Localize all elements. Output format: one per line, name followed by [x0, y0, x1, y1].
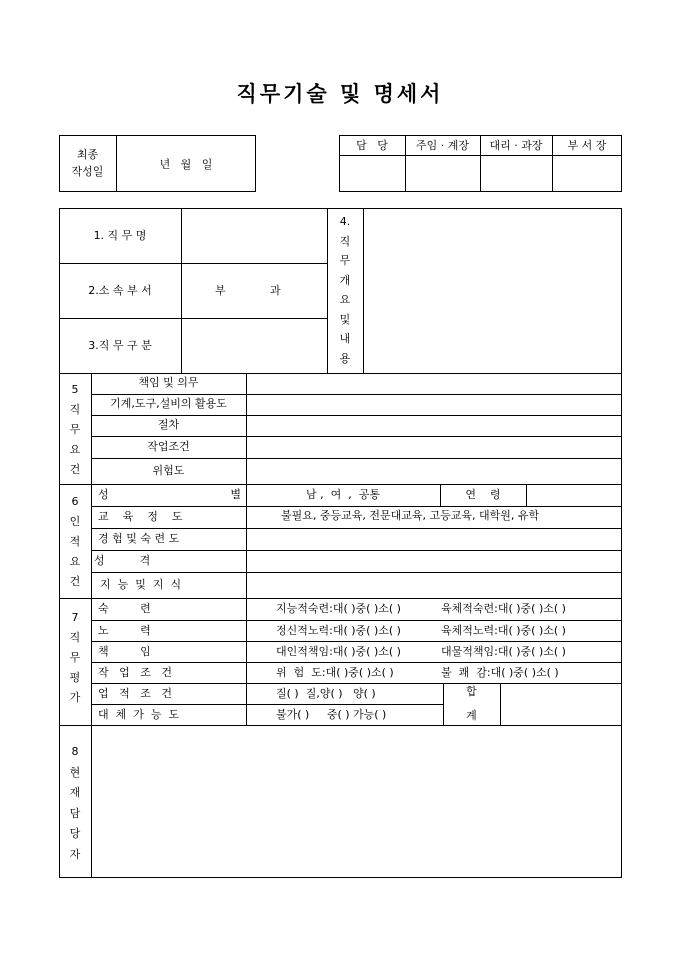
personality-field[interactable] [247, 551, 621, 572]
eval-skill-left[interactable]: 지능적숙련:대( )중( )소( ) [276, 602, 401, 615]
current-label: 8 현 재 담 당 자 [69, 745, 81, 861]
knowledge-label: 지 능 및 지 식 [100, 578, 182, 591]
eval-conditions-left[interactable]: 위 험 도:대( )중( )소( ) [276, 666, 394, 679]
eval-responsibility-left[interactable]: 대인적책임:대( )중( )소( ) [276, 645, 401, 658]
eval-replace-value[interactable]: 불가( ) 중( ) 가능( ) [276, 708, 387, 721]
overview-field[interactable] [364, 209, 621, 372]
category-label: 3.직 무 구 분 [88, 339, 152, 352]
overview-label: 4. 직 무 개 요 및 내 용 [339, 215, 351, 365]
eval-skill-right[interactable]: 육체적숙련:대( )중( )소( ) [441, 602, 566, 615]
eval-effort-left[interactable]: 정신적노력:대( )중( )소( ) [276, 624, 401, 637]
age-field[interactable] [527, 485, 621, 506]
evaluation-label: 7 직 무 평 가 [69, 611, 81, 704]
eval-conditions-label: 작 업 조 건 [98, 666, 172, 679]
personality-label: 성 격 [94, 554, 151, 567]
current-field[interactable] [92, 726, 621, 877]
job-name-label: 1. 직 무 명 [93, 229, 147, 242]
experience-label: 경 험 및 숙 련 도 [98, 532, 180, 545]
eval-achievement-label: 업 적 조 건 [98, 687, 172, 700]
approval-header-head: 부 서 장 [567, 139, 607, 152]
sign-cell-manager[interactable] [481, 156, 551, 191]
department-label: 2.소 속 부 서 [88, 284, 152, 297]
eval-responsibility-label: 책 임 [98, 645, 151, 658]
gender-label: 성 별 [98, 488, 241, 501]
age-label: 연 령 [465, 488, 501, 501]
req-risk: 위험도 [152, 464, 185, 477]
knowledge-field[interactable] [247, 573, 621, 598]
date-value[interactable]: 년 월 일 [159, 158, 213, 171]
approval-header-manager: 대리 · 과장 [489, 139, 543, 152]
education-value[interactable]: 불필요, 중등교육, 전문대교육, 고등교육, 대학원, 유학 [281, 509, 540, 522]
page-title: 직무기술 및 명세서 [236, 81, 444, 106]
category-field[interactable] [182, 319, 326, 372]
eval-responsibility-right[interactable]: 대물적책임:대( )중( )소( ) [441, 645, 566, 658]
req-procedure-field[interactable] [247, 416, 621, 436]
eval-achievement-value[interactable]: 질( ) 질,양( ) 양( ) [276, 687, 376, 700]
education-label: 교 육 정 도 [98, 510, 183, 523]
gender-value[interactable]: 남 , 여 , 공통 [306, 488, 380, 501]
date-label-line1: 최종 [76, 148, 99, 161]
eval-conditions-right[interactable]: 불 쾌 감:대( )중( )소( ) [441, 666, 559, 679]
eval-replace-label: 대 체 가 능 도 [98, 708, 180, 721]
requirements-label: 5 직 무 요 건 [69, 383, 81, 476]
req-tools-field[interactable] [247, 395, 621, 415]
eval-effort-label: 노 력 [98, 624, 151, 637]
approval-header-staff: 담 당 [356, 139, 388, 152]
personal-label: 6 인 적 요 건 [69, 495, 81, 588]
req-risk-field[interactable] [247, 459, 621, 484]
req-tools: 기계,도구,설비의 활용도 [110, 397, 227, 410]
req-conditions: 작업조건 [147, 440, 190, 453]
sign-cell-staff[interactable] [340, 156, 404, 191]
approval-header-chief: 주임 · 계장 [416, 139, 469, 152]
date-label-line2: 작성일 [71, 165, 104, 178]
eval-total-label: 합 계 [466, 685, 477, 722]
req-responsibility-field[interactable] [247, 374, 621, 394]
req-responsibility: 책임 및 의무 [138, 376, 199, 389]
eval-effort-right[interactable]: 육체적노력:대( )중( )소( ) [441, 624, 566, 637]
job-name-field[interactable] [182, 209, 326, 262]
department-gwa: 과 [270, 284, 281, 297]
eval-total-field[interactable] [501, 684, 621, 725]
sign-cell-head[interactable] [553, 156, 621, 191]
experience-field[interactable] [247, 529, 621, 550]
department-bu: 부 [215, 284, 226, 297]
req-conditions-field[interactable] [247, 437, 621, 458]
sign-cell-chief[interactable] [406, 156, 479, 191]
eval-skill-label: 숙 련 [98, 602, 151, 615]
req-procedure: 절차 [157, 418, 180, 431]
